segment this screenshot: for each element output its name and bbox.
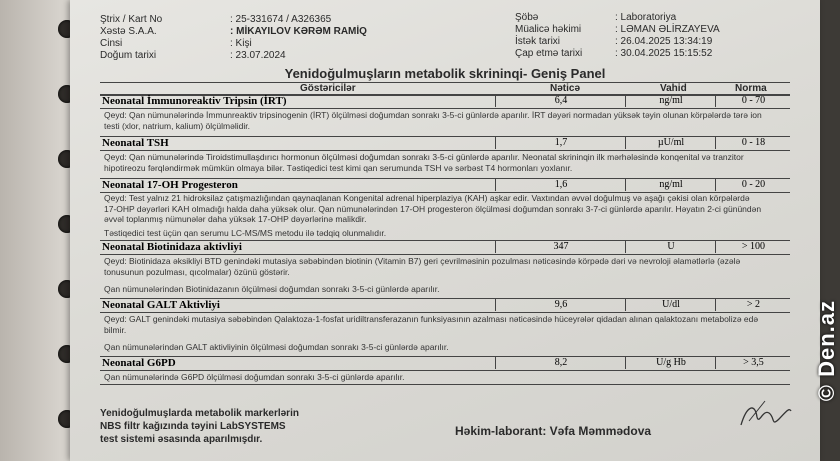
signature-label: Həkim-laborant: Vəfa Məmmədova	[455, 424, 652, 438]
column-indicators: Göstəricilər	[300, 83, 356, 94]
test-extra-note: Təstiqedici test üçün qan serumu LC-MS/MS metodu ilə tədqiq olunmalıdır.	[104, 228, 387, 238]
dept-label: Şöbə	[515, 12, 539, 23]
test-name: Neonatal G6PD	[102, 357, 176, 369]
test-extra-note: Qan nümunələrində G6PD ölçülməsi doğumdan sonrakı 3-5-ci günlərdə aparılır.	[104, 372, 405, 382]
gender-value: : Kişi	[230, 38, 252, 49]
test-unit: µU/ml	[625, 137, 716, 149]
test-norm: 0 - 18	[715, 137, 791, 149]
test-unit: ng/ml	[625, 95, 716, 107]
footer-note-line3: test sistemi əsasında aparılmışdır.	[100, 434, 263, 445]
dept-value: : Laboratoriya	[615, 12, 677, 23]
patient-label: Xəstə S.A.A.	[100, 26, 157, 37]
test-unit: U	[625, 241, 716, 253]
report-title: Yenidoğulmuşların metabolik skrininqi- Geniş Panel	[284, 66, 606, 81]
handwritten-signature	[735, 395, 795, 435]
test-result: 1,7	[495, 137, 626, 149]
test-description: Qeyd: Biotinidaza əksikliyi BTD genindəki mutasiya səbəbindən biotinin (Vitamin B7) geri çevrilməsinin pozulması nəticəsində körpədə dəri və nevroloji əlamətlərlə (əzələ tonusunun pozulması, qıcolmalar) özünü göstərir.	[104, 256, 741, 277]
test-norm: > 100	[715, 241, 791, 253]
test-result: 1,6	[495, 179, 626, 191]
test-g6pd-header	[100, 356, 790, 371]
test-norm: > 2	[715, 299, 791, 311]
test-result: 6,4	[495, 95, 626, 107]
test-description: Qeyd: GALT genindəki mutasiya səbəbindən Qalaktoza-1-fosfat uridiltransferazanın funksiyasının azalması nəticəsində hüceyrələr qidadan alınan qalaktozanı metabolizə edə bilmir.	[104, 314, 759, 335]
test-biotinidase-header	[100, 240, 790, 255]
footer-note-line1: Yenidoğulmuşlarda metabolik markerlərin	[100, 408, 299, 419]
dob-value: : 23.07.2024	[230, 50, 286, 61]
watermark: © Den.az	[814, 300, 839, 402]
test-17oh-header	[100, 178, 790, 193]
print-date-label: Çap etmə tarixi	[515, 48, 583, 59]
test-result: 8,2	[495, 357, 626, 369]
test-norm: 0 - 20	[715, 179, 791, 191]
test-unit: U/dl	[625, 299, 716, 311]
request-date-label: İstək tarixi	[515, 36, 561, 47]
test-norm: 0 - 70	[715, 95, 791, 107]
doctor-label: Müalicə həkimi	[515, 24, 582, 35]
test-extra-note: Qan nümunələrindən GALT aktivliyinin ölçülməsi doğumdan sonrakı 3-5-ci günlərdə aparılır.	[104, 342, 449, 352]
test-description: Qeyd: Qan nümunələrində İmmunreaktiv tripsinogenin (İRT) ölçülməsi doğumdan sonrakı 3-5-ci günlərdə aparılır. İRT dəyəri normadan yüksək təyin olunan körpələrdə tərə ion testi (xlor, natrium, kalium) ölçülməlidir.	[104, 110, 762, 131]
test-name: Neonatal GALT Aktivliyi	[102, 299, 220, 311]
test-extra-note: Qan nümunələrindən Biotinidazanın ölçülməsi doğumdan sonrakı 3-5-ci günlərdə aparılır.	[104, 284, 440, 294]
test-description: Qeyd: Test yalnız 21 hidroksilaz çatışmazlığından qaynaqlanan Kongenital adrenal hiperplaziya (KAH) aşkar edir. Vaxtından əvvəl doğulmuş və aşağı çəkisi olan körpələrdə 17-OHP dəyərləri KAH olmadığı halda daha yüksək olur. Qan nümunələrindən 17-OH progesteron ölçülməsi doğumdan sonrakı 3-7-ci günlərdə aparılır. Həyatın 2-ci günündən əvvəl toplanmış nümunələr daha yüksək 17-OHP dəyərlərinə malikdir.	[104, 193, 762, 224]
test-unit: U/g Hb	[625, 357, 716, 369]
print-date-value: : 30.04.2025 15:15:52	[615, 48, 713, 59]
patient-name: : MİKAYILOV KƏRƏM RAMİQ	[230, 26, 367, 37]
column-norm: Norma	[735, 83, 767, 94]
test-irt-header	[100, 94, 790, 109]
test-norm: > 3,5	[715, 357, 791, 369]
footer-note-line2: NBS filtr kağızında təyini LabSYSTEMS	[100, 421, 286, 432]
test-result: 9,6	[495, 299, 626, 311]
test-name: Neonatal Biotinidaza aktivliyi	[102, 241, 242, 253]
dob-label: Doğum tarixi	[100, 50, 157, 61]
test-unit: ng/ml	[625, 179, 716, 191]
test-name: Neonatal İmmunoreaktiv Tripsin (İRT)	[102, 95, 287, 107]
column-unit: Vahid	[660, 83, 687, 94]
strix-label: Ştrix / Kart No	[100, 14, 163, 25]
lab-report-document	[70, 0, 820, 461]
test-name: Neonatal 17-OH Progesteron	[102, 179, 238, 191]
test-tsh-header	[100, 136, 790, 151]
gender-label: Cinsi	[100, 38, 123, 49]
test-description: Qeyd: Qan nümunələrində Tiroidstimullaşdırıcı hormonun ölçülməsi doğumdan sonrakı 3-5-ci günlərdə aparılır. Neonatal skrininqin ilk mərhələsində konqenital və tranzitor hipotireozu fərqləndirmək mümkün olmaya bilər. Təstiqedici test kimi qan serumunda TSH və sərbəst T4 hormonları yoxlanır.	[104, 152, 744, 173]
column-result: Nəticə	[550, 83, 581, 94]
test-result: 347	[495, 241, 626, 253]
test-name: Neonatal TSH	[102, 137, 169, 149]
strix-value: : 25-331674 / A326365	[230, 14, 332, 25]
request-date-value: : 26.04.2025 13:34:19	[615, 36, 713, 47]
table-bottom-rule	[100, 384, 790, 385]
test-galt-header	[100, 298, 790, 313]
doctor-value: : LƏMAN ƏLİRZAYEVA	[615, 24, 720, 35]
